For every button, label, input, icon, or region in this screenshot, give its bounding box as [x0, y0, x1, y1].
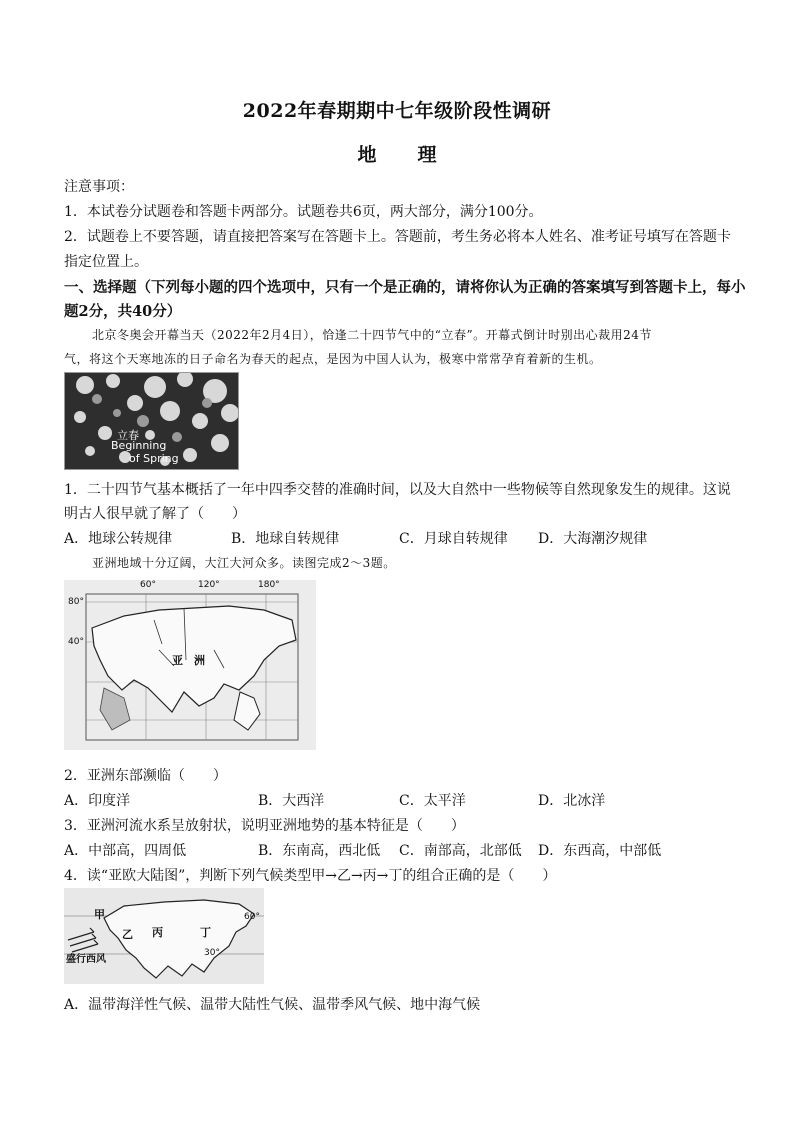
notes-item-2-line-1: 2．试题卷上不要答题，请直接把答案写在答题卡上。答题前，考生务必将本人姓名、准考证号填写在答题卡	[64, 229, 731, 245]
q1-stem-line-1: 1．二十四节气基本概括了一年中四季交替的准确时间，以及大自然中一些物候等自然现象发生的规律。这说	[64, 482, 731, 498]
map1-lat-40: 40°	[68, 637, 84, 647]
section-heading-line-2: 题2分，共40分）	[64, 303, 182, 320]
image-caption-en-2: of Spring	[129, 452, 179, 465]
map1-lon-180: 180°	[258, 580, 280, 590]
image-caption-en-1: Beginning	[111, 439, 167, 452]
subject-char-2: 理	[417, 144, 437, 166]
q1-stem-line-2: 明古人很早就了解了（ ）	[64, 506, 246, 522]
q2-option-b: B．大西洋	[258, 793, 325, 809]
q3-stem: 3．亚洲河流水系呈放射状，说明亚洲地势的基本特征是（ ）	[64, 818, 465, 834]
exam-title: 2022年春期期中七年级阶段性调研	[242, 100, 552, 122]
map1-continent-label: 亚 洲	[172, 654, 205, 667]
map2-westerlies-label: 盛行西风	[66, 954, 106, 965]
beginning-of-spring-image	[64, 372, 239, 470]
passage-1-line-1: 北京冬奥会开幕当天（2022年2月4日），恰逢二十四节气中的“立春”。开幕式倒计时别出心裁用24节	[92, 328, 652, 342]
q1-option-d: D．大海潮汐规律	[538, 531, 648, 547]
map1-lon-120: 120°	[198, 580, 220, 590]
q2-option-a: A．印度洋	[64, 793, 131, 809]
map2-label-bing: 丙	[152, 926, 163, 939]
map2-label-yi: 乙	[122, 928, 133, 941]
section-heading-line-1: 一、选择题（下列每小题的四个选项中，只有一个是正确的，请将你认为正确的答案填写到答题卡上，每小	[64, 279, 746, 296]
q3-option-c: C．南部高，北部低	[399, 843, 522, 859]
notes-heading: 注意事项：	[64, 179, 134, 195]
q2-option-c: C．太平洋	[399, 793, 466, 809]
map1-lat-80: 80°	[68, 597, 84, 607]
q3-option-a: A．中部高，四周低	[64, 843, 187, 859]
map2-lat-60: 60°	[244, 912, 260, 922]
q2-stem: 2．亚洲东部濒临（ ）	[64, 768, 227, 784]
eurasia-map-graphic	[64, 888, 264, 984]
passage-1-line-2: 气，将这个天寒地冻的日子命名为春天的起点，是因为中国人认为，极寒中常常孕育着新的生机。	[64, 352, 602, 366]
image-caption-cn: 立春	[117, 429, 139, 442]
subject-char-1: 地	[357, 144, 377, 166]
q1-option-b: B．地球自转规律	[231, 531, 340, 547]
eurasia-map	[64, 888, 264, 984]
subject-title	[0, 140, 794, 167]
q4-option-a: A．温带海洋性气候、温带大陆性气候、温带季风气候、地中海气候	[64, 997, 481, 1013]
q1-option-c: C．月球自转规律	[399, 531, 508, 547]
q3-option-d: D．东西高，中部低	[538, 843, 662, 859]
q2-option-d: D．北冰洋	[538, 793, 606, 809]
passage-2: 亚洲地域十分辽阔，大江大河众多。读图完成2～3题。	[92, 556, 396, 570]
map2-label-ding: 丁	[200, 926, 211, 939]
q4-stem: 4．读“亚欧大陆图”，判断下列气候类型甲→乙→丙→丁的组合正确的是（ ）	[64, 868, 557, 884]
notes-item-1: 1．本试卷分试题卷和答题卡两部分。试题卷共6页，两大部分，满分100分。	[64, 204, 543, 220]
asia-map	[64, 580, 316, 750]
map1-lon-60: 60°	[140, 580, 156, 590]
map2-lat-30: 30°	[204, 948, 220, 958]
q3-option-b: B．东南高，西北低	[258, 843, 381, 859]
map2-label-jia: 甲	[94, 908, 105, 921]
notes-item-2-line-2: 指定位置上。	[64, 254, 148, 270]
q1-option-a: A．地球公转规律	[64, 531, 173, 547]
